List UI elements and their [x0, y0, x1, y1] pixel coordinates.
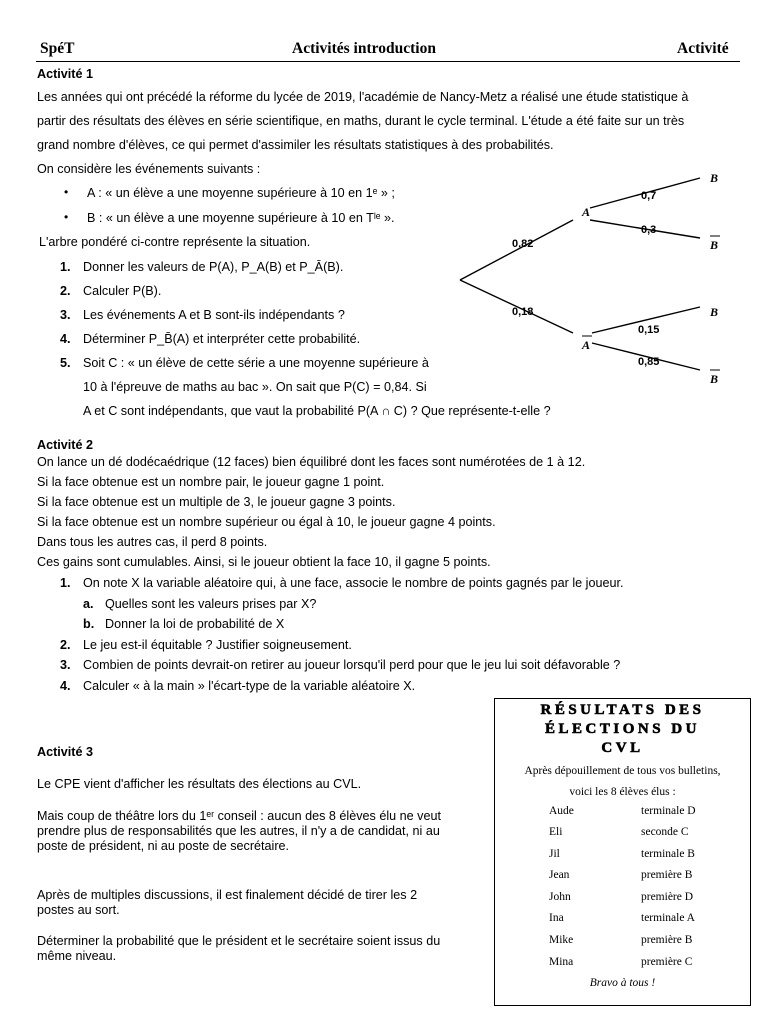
tree-node-abar: A: [582, 338, 591, 352]
a2-q4-text: Calculer « à la main » l'écart-type de la variable aléatoire X.: [83, 679, 416, 693]
tree-node-bbar-2: B: [710, 372, 719, 386]
tree-prob-b-given-abar: 0,15: [638, 324, 660, 336]
probability-tree: [455, 165, 755, 390]
q5-line2: 10 à l'épreuve de maths au bac ». On sait que P(C) = 0,84. Si: [83, 380, 427, 394]
q3-number: 3.: [60, 308, 71, 322]
activity3-p1: Le CPE vient d'afficher les résultats des élections au CVL.: [37, 777, 362, 791]
activity2-line2: Si la face obtenue est un nombre pair, le joueur gagne 1 point.: [37, 475, 385, 489]
q5-text: Soit C : « un élève de cette série a une moyenne supérieure à: [83, 356, 429, 370]
header-center: Activités introduction: [292, 40, 436, 57]
activity3-title: Activité 3: [37, 745, 93, 759]
activity3-p2-line3: poste de président, ni au poste de secrétaire.: [37, 839, 290, 853]
a2-q3-number: 3.: [60, 658, 71, 672]
poster-subtitle2: voici les 8 élèves élus :: [569, 786, 676, 798]
activity2-line6: Ces gains sont cumulables. Ainsi, si le joueur obtient la face 10, il gagne 5 points.: [37, 555, 491, 569]
student-name: Mike: [549, 934, 574, 946]
header-left: SpéT: [40, 40, 75, 57]
a2-q1a-text: Quelles sont les valeurs prises par X?: [105, 597, 317, 611]
student-class: seconde C: [641, 826, 689, 838]
event-b: B : « un élève a une moyenne supérieure à 10 en Tˡᵉ ».: [87, 211, 395, 225]
a2-q1-text: On note X la variable aléatoire qui, à une face, associe le nombre de points gagnés par le joueur.: [83, 576, 624, 590]
header-rule: [36, 61, 740, 62]
a2-q4-number: 4.: [60, 679, 71, 693]
activity2-line4: Si la face obtenue est un nombre supérieur ou égal à 10, le joueur gagne 4 points.: [37, 515, 496, 529]
q3-text: Les événements A et B sont-ils indépendants ?: [83, 308, 345, 322]
q4-number: 4.: [60, 332, 71, 346]
student-class: terminale B: [641, 848, 695, 860]
activity1-intro-line1: Les années qui ont précédé la réforme du lycée de 2019, l'académie de Nancy-Metz a réalisé une étude statistique à: [37, 90, 689, 104]
a2-q2-number: 2.: [60, 638, 71, 652]
tree-node-a: A: [582, 205, 591, 219]
a2-q1b-text: Donner la loi de probabilité de X: [105, 617, 285, 631]
tree-prob-bbar-given-a: 0,3: [641, 224, 657, 236]
student-name: John: [549, 891, 571, 903]
activity2-line1: On lance un dé dodécaédrique (12 faces) bien équilibré dont les faces sont numérotées de 1 à 12.: [37, 455, 586, 469]
poster-subtitle1: Après dépouillement de tous vos bulletins,: [524, 765, 721, 777]
student-name: Aude: [549, 805, 574, 817]
events-intro: On considère les événements suivants :: [37, 162, 261, 176]
activity3-p3-line2: postes au sort.: [37, 903, 120, 917]
a2-q1b-number: b.: [83, 617, 95, 631]
tree-intro: L'arbre pondéré ci-contre représente la situation.: [39, 235, 311, 249]
student-class: première B: [641, 869, 693, 881]
tree-prob-bbar-given-abar: 0,85: [638, 356, 660, 368]
q4-text: Déterminer P_B̄(A) et interpréter cette probabilité.: [83, 332, 361, 346]
a2-q1a-number: a.: [83, 597, 94, 611]
bullet-icon: •: [64, 210, 69, 224]
student-name: Ina: [549, 912, 564, 924]
activity2-line5: Dans tous les autres cas, il perd 8 points.: [37, 535, 268, 549]
election-results-poster: [494, 698, 751, 1006]
student-class: première D: [641, 891, 694, 903]
activity1-title: Activité 1: [37, 67, 93, 81]
activity1-intro-line3: grand nombre d'élèves, ce qui permet d'assimiler les résultats statistiques à des probabilités.: [37, 138, 554, 152]
activity3-p3-line1: Après de multiples discussions, il est finalement décidé de tirer les 2: [37, 888, 418, 902]
a2-q1-number: 1.: [60, 576, 71, 590]
a2-q3-text: Combien de points devrait-on retirer au joueur lorsqu'il perd pour que le jeu lui soit défavorable ?: [83, 658, 621, 672]
q5-line3: A et C sont indépendants, que vaut la probabilité P(A ∩ C) ? Que représente-t-elle ?: [83, 404, 551, 418]
activity3-p2-line1: Mais coup de théâtre lors du 1ᵉʳ conseil : aucun des 8 élèves élu ne veut: [37, 809, 441, 823]
a2-q2-text: Le jeu est-il équitable ? Justifier soigneusement.: [83, 638, 352, 652]
tree-prob-a: 0,82: [512, 238, 534, 250]
tree-node-b: B: [710, 171, 719, 185]
tree-node-b-2: B: [710, 305, 719, 319]
activity3-p4-line2: même niveau.: [37, 949, 117, 963]
tree-node-bbar: B: [710, 238, 719, 252]
q1-text: Donner les valeurs de P(A), P_A(B) et P_Ā(B).: [83, 260, 344, 274]
student-name: Jean: [549, 869, 570, 881]
activity3-p4-line1: Déterminer la probabilité que le président et le secrétaire soient issus du: [37, 934, 441, 948]
activity3-p2-line2: prendre plus de responsabilités que les autres, il n'y a de candidat, ni au: [37, 824, 440, 838]
tree-prob-abar: 0,18: [512, 306, 534, 318]
q5-number: 5.: [60, 356, 71, 370]
student-class: terminale D: [641, 805, 696, 817]
q1-number: 1.: [60, 260, 71, 274]
q2-text: Calculer P(B).: [83, 284, 162, 298]
bullet-icon: •: [64, 185, 69, 199]
event-a: A : « un élève a une moyenne supérieure à 10 en 1ᵉ » ;: [87, 186, 395, 200]
poster-title-line2: ÉLECTIONS DU: [545, 721, 700, 737]
q2-number: 2.: [60, 284, 71, 298]
poster-title-line3: CVL: [601, 740, 644, 756]
student-name: Mina: [549, 956, 574, 968]
activity2-title: Activité 2: [37, 438, 93, 452]
tree-prob-b-given-a: 0,7: [641, 190, 657, 202]
activity2-line3: Si la face obtenue est un multiple de 3, le joueur gagne 3 points.: [37, 495, 396, 509]
header-right: Activité: [677, 40, 729, 57]
poster-footer: Bravo à tous !: [589, 977, 656, 989]
student-class: première B: [641, 934, 693, 946]
student-name: Eli: [549, 826, 563, 838]
poster-title-line1: RÉSULTATS DES: [540, 702, 705, 718]
student-class: terminale A: [641, 912, 695, 924]
student-class: première C: [641, 956, 693, 968]
student-name: Jil: [549, 848, 560, 860]
activity1-intro-line2: partir des résultats des élèves en série scientifique, en maths, durant le cycle terminal. L'étude a été faite sur un très: [37, 114, 685, 128]
